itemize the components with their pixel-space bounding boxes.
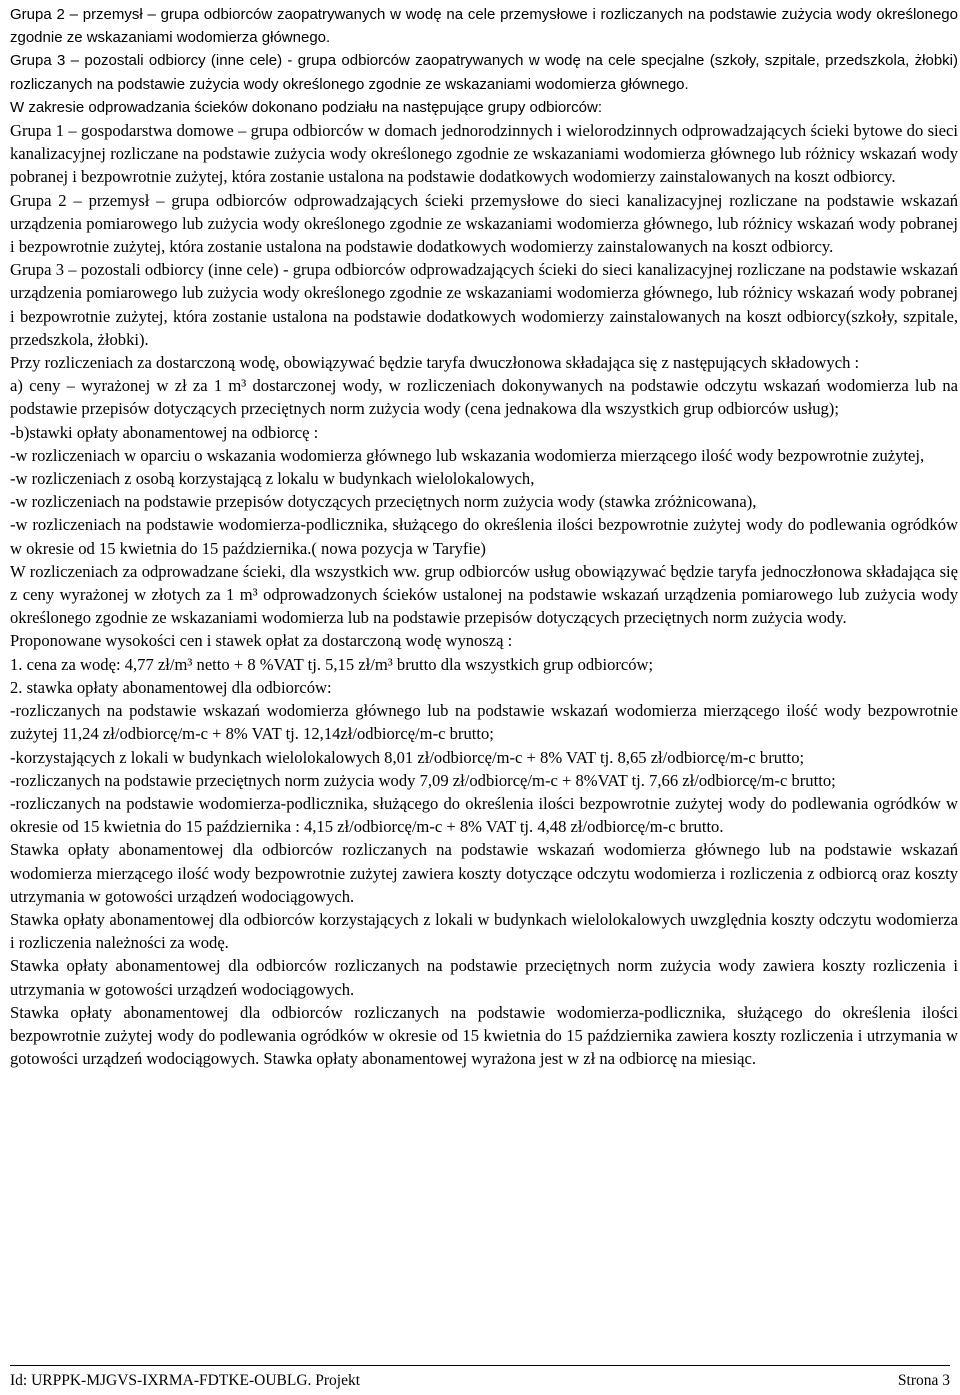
paragraph: -korzystających z lokali w budynkach wielolokalowych 8,01 zł/odbiorcę/m-c + 8% VAT tj. 8,65 zł/odbiorcę/m-c brutto; xyxy=(10,747,805,767)
document-id: Id: URPPK-MJGVS-IXRMA-FDTKE-OUBLG. Projekt xyxy=(10,1372,361,1389)
paragraph: Stawka opłaty abonamentowej dla odbiorców rozliczanych na podstawie wodomierza-podlicznika, służącego do określenia ilości bezpowrotnie zużytej wody do podlewania ogródków w okresie od 15 kwietnia do 15 października zawiera koszty rozliczenia i utrzymania w gotowości urządzeń wodociągowych. Stawka opłaty abonamentowej wyrażona jest w zł na odbiorcę na miesiąc. xyxy=(10,1002,958,1069)
paragraph: -rozliczanych na podstawie wskazań wodomierza głównego lub na podstawie wskazań wodomierza mierzącego ilość wody bezpowrotnie zużytej 11,24 zł/odbiorcę/m-c + 8% VAT tj. 12,14zł/odbiorcę/m-c brutto; xyxy=(10,701,958,744)
page-number: Strona 3 xyxy=(897,1372,950,1389)
paragraph: -w rozliczeniach w oparciu o wskazania wodomierza głównego lub wskazania wodomierza mierzącego ilość wody bezpowrotnie zużytej, xyxy=(10,445,925,465)
paragraph: -w rozliczeniach na podstawie przepisów dotyczących przeciętnych norm zużycia wody (stawka zróżnicowana), xyxy=(10,492,757,512)
paragraph: W rozliczeniach za odprowadzane ścieki, dla wszystkich ww. grup odbiorców usług obowiązywać będzie taryfa jednoczłonowa składająca się z ceny wyrażonej w złotych za 1 m³ odprowadzonych ścieków ustalonej na podstawie wskazań urządzenia pomiarowego lub zużycia wody określonego zgodnie ze wskazaniami wodomierza lub na podstawie przepisów dotyczących przeciętnych norm zużycia wody. xyxy=(10,561,958,628)
paragraph: 1. cena za wodę: 4,77 zł/m³ netto + 8 %VAT tj. 5,15 zł/m³ brutto dla wszystkich grup odbiorców; xyxy=(10,654,654,674)
paragraph: Stawka opłaty abonamentowej dla odbiorców rozliczanych na podstawie wskazań wodomierza głównego lub na podstawie wskazań wodomierza mierzącego ilość wody bezpowrotnie zużytej zawiera koszty dotyczące odczytu wodomierza i rozliczenia z odbiorcą oraz koszty utrzymania w gotowości urządzeń wodociągowych. xyxy=(10,840,958,906)
paragraph: -w rozliczeniach z osobą korzystającą z lokalu w budynkach wielolokalowych, xyxy=(10,469,535,489)
paragraph: Grupa 3 – pozostali odbiorcy (inne cele) - grupa odbiorców zaopatrywanych w wodę na cele specjalne (szkoły, szpitale, przedszkola, żłobki) rozliczanych na podstawie zużycia wody określonego zgodnie ze wskazaniami wodomierza głównego. xyxy=(10,52,958,93)
paragraph: a) ceny – wyrażonej w zł za 1 m³ dostarczonej wody, w rozliczeniach dokonywanych na podstawie odczytu wskazań wodomierza lub na podstawie przepisów dotyczących przeciętnych norm zużycia wody (cena jednakowa dla wszystkich grup odbiorców usług); xyxy=(10,376,958,419)
paragraph: 2. stawka opłaty abonamentowej dla odbiorców: xyxy=(10,677,332,697)
page-footer xyxy=(10,1371,950,1391)
paragraph: Stawka opłaty abonamentowej dla odbiorców rozliczanych na podstawie przeciętnych norm zużycia wody zawiera koszty rozliczenia i utrzymania w gotowości urządzeń wodociągowych. xyxy=(10,956,958,999)
footer-divider xyxy=(10,1365,950,1366)
document-body xyxy=(10,3,958,1070)
paragraph: -rozliczanych na podstawie przeciętnych norm zużycia wody 7,09 zł/odbiorcę/m-c + 8%VAT tj. 7,66 zł/odbiorcę/m-c brutto; xyxy=(10,770,836,790)
paragraph: -rozliczanych na podstawie wodomierza-podlicznika, służącego do określenia ilości bezpowrotnie zużytej wody do podlewania ogródków w okresie od 15 kwietnia do 15 października : 4,15 zł/odbiorcę/m-c + 8% VAT tj. 4,48 zł/odbiorcę/m-c brutto. xyxy=(10,793,958,837)
paragraph: Grupa 3 – pozostali odbiorcy (inne cele) - grupa odbiorców odprowadzających ścieki do sieci kanalizacyjnej rozliczane na podstawie wskazań urządzenia pomiarowego lub zużycia wody określonego zgodnie ze wskazaniami wodomierza głównego, lub różnicy wskazań wody pobranej i bezpowrotnie zużytej, która zostanie ustalona na podstawie dodatkowych wodomierzy zainstalowanych na koszt odbiorcy(szkoły, szpitale, przedszkola, żłobki). xyxy=(10,260,958,349)
paragraph: W zakresie odprowadzania ścieków dokonano podziału na następujące grupy odbiorców: xyxy=(10,98,603,116)
paragraph: Stawka opłaty abonamentowej dla odbiorców korzystających z lokali w budynkach wielolokalowych uwzględnia koszty odczytu wodomierza i rozliczenia należności za wodę. xyxy=(10,909,958,953)
paragraph: Przy rozliczeniach za dostarczoną wodę, obowiązywać będzie taryfa dwuczłonowa składająca się z następujących składowych : xyxy=(10,353,860,373)
paragraph: Grupa 2 – przemysł – grupa odbiorców zaopatrywanych w wodę na cele przemysłowe i rozliczanych na podstawie zużycia wody określonego zgodnie ze wskazaniami wodomierza głównego. xyxy=(10,6,958,47)
paragraph: -b)stawki opłaty abonamentowej na odbiorcę : xyxy=(10,422,319,442)
paragraph: Proponowane wysokości cen i stawek opłat za dostarczoną wodę wynoszą : xyxy=(10,631,513,651)
paragraph: -w rozliczeniach na podstawie wodomierza-podlicznika, służącego do określenia ilości bezpowrotnie zużytej wody do podlewania ogródków w okresie od 15 kwietnia do 15 października.( nowa pozycja w Taryfie) xyxy=(10,515,958,558)
paragraph: Grupa 2 – przemysł – grupa odbiorców odprowadzających ścieki przemysłowe do sieci kanalizacyjnej rozliczane na podstawie wskazań urządzenia pomiarowego lub zużycia wody określonego zgodnie ze wskazaniami wodomierza głównego, lub różnicy wskazań wody pobranej i bezpowrotnie zużytej, która zostanie ustalona na podstawie dodatkowych wodomierzy zainstalowanych na koszt odbiorcy. xyxy=(10,190,958,257)
paragraph: Grupa 1 – gospodarstwa domowe – grupa odbiorców w domach jednorodzinnych i wielorodzinnych odprowadzających ścieki bytowe do sieci kanalizacyjnej rozliczane na podstawie zużycia wody określonego zgodnie ze wskazaniami wodomierza głównego lub różnicy wskazań wody pobranej i bezpowrotnie zużytej, która zostanie ustalona na podstawie dodatkowych wodomierzy zainstalowanych na koszt odbiorcy. xyxy=(10,121,958,187)
